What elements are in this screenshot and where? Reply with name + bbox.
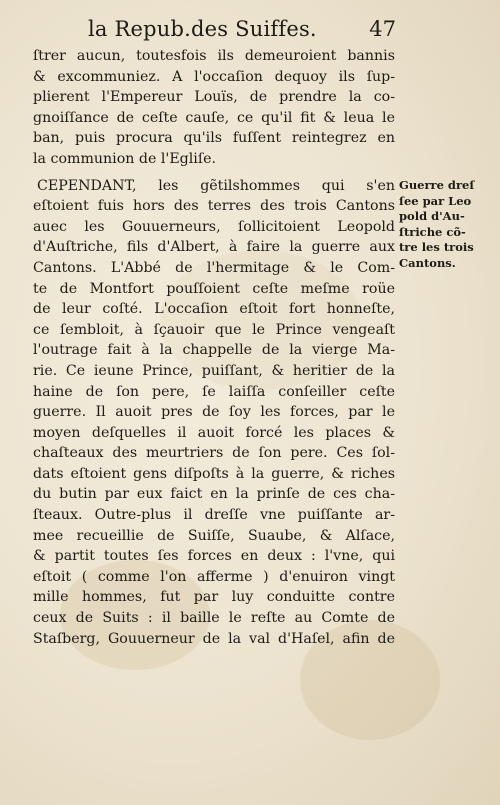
text-line: auec les Gouuerneurs, ſollicitoient Leopold [33, 218, 395, 235]
text-line: Staſberg, Gouuerneur de la val d'Haſel, afin de [33, 630, 395, 647]
text-line: & excommuniez. A l'occaſion dequoy ils ſup- [33, 68, 395, 85]
text-line: dats eſtoient gens diſpoſts à la guerre, & riches [33, 465, 395, 482]
text-line: chaſteaux des meurtriers de ſon pere. Ces ſol- [33, 445, 395, 462]
text-line: d'Auſtriche, fils d'Albert, à faire la guerre aux [33, 239, 395, 256]
text-line: haine de ſon pere, ſe laiſſa conſeiller ceſte [33, 383, 395, 400]
margin-note-line: Guerre dreſ [399, 178, 475, 192]
margin-note-line: ſee par Leo [399, 193, 472, 208]
text-line: ceux de Suits : il baille le reſte au Comte de [33, 610, 395, 627]
text-line: ſtrer aucun, toutesfois ils demeuroient bannis [33, 48, 395, 64]
text-line: eſtoit ( comme l'on afferme ) d'enuiron vingt [33, 568, 395, 585]
margin-note-line: Cantons. [399, 255, 456, 270]
text-line: gnoiſſance de ceſte cauſe, ce qu'il fit & leua le [33, 109, 395, 126]
text-line: de leur coſté. L'occaſion eſtoit fort honneſte, [33, 301, 395, 318]
text-line: la communion de l'Egliſe. [33, 150, 216, 167]
text-line: ce ſembloit, à ſçauoir que le Prince vengeaſt [33, 321, 395, 338]
body-text [33, 46, 395, 649]
text-line: moyen deſquelles il auoit forcé les places & [33, 424, 395, 441]
text-line: eſtoient fuis hors des terres des trois Cantons [33, 198, 395, 215]
text-line: Cantons. L'Abbé de l'hermitage & le Com- [33, 259, 395, 276]
text-line: guerre. Il auoit pres de ſoy les forces, par le [33, 404, 395, 421]
text-line: ſteaux. Outre-plus il dreſſe vne puiſſante ar- [33, 507, 395, 524]
paragraph-opening-line: CEPENDANT, les gẽtilshommes qui s'en [37, 177, 395, 194]
text-line: mee recueillie de Suiſſe, Suaube, & Alſace, [33, 527, 395, 544]
text-line: te de Montfort pouſſoient ceſte meſme roüe [33, 280, 395, 297]
margin-note [399, 178, 481, 271]
text-line: rie. Ce ieune Prince, puiſſant, & heritier de la [33, 362, 395, 379]
text-line: mille hommes, fut par luy conduitte contre [33, 589, 395, 606]
text-line: & partit toutes ſes forces en deux : l'vne, qui [33, 548, 395, 565]
margin-note-line: ſtriche cõ- [399, 224, 466, 239]
margin-note-line: pold d'Au- [399, 209, 465, 223]
running-title: la Repub.des Suiffes. [88, 17, 317, 41]
text-line: ban, puis procura qu'ils fuſſent reintegrez en [33, 130, 395, 147]
text-line: du butin par eux faict en la prinſe de ces cha- [33, 486, 395, 503]
margin-note-line: tre les trois [399, 240, 474, 254]
text-line: l'outrage fait à la chappelle de la vierge Ma- [33, 342, 395, 359]
text-line: plierent l'Empereur Louïs, de prendre la co- [33, 89, 395, 106]
page-number: 47 [369, 17, 396, 41]
